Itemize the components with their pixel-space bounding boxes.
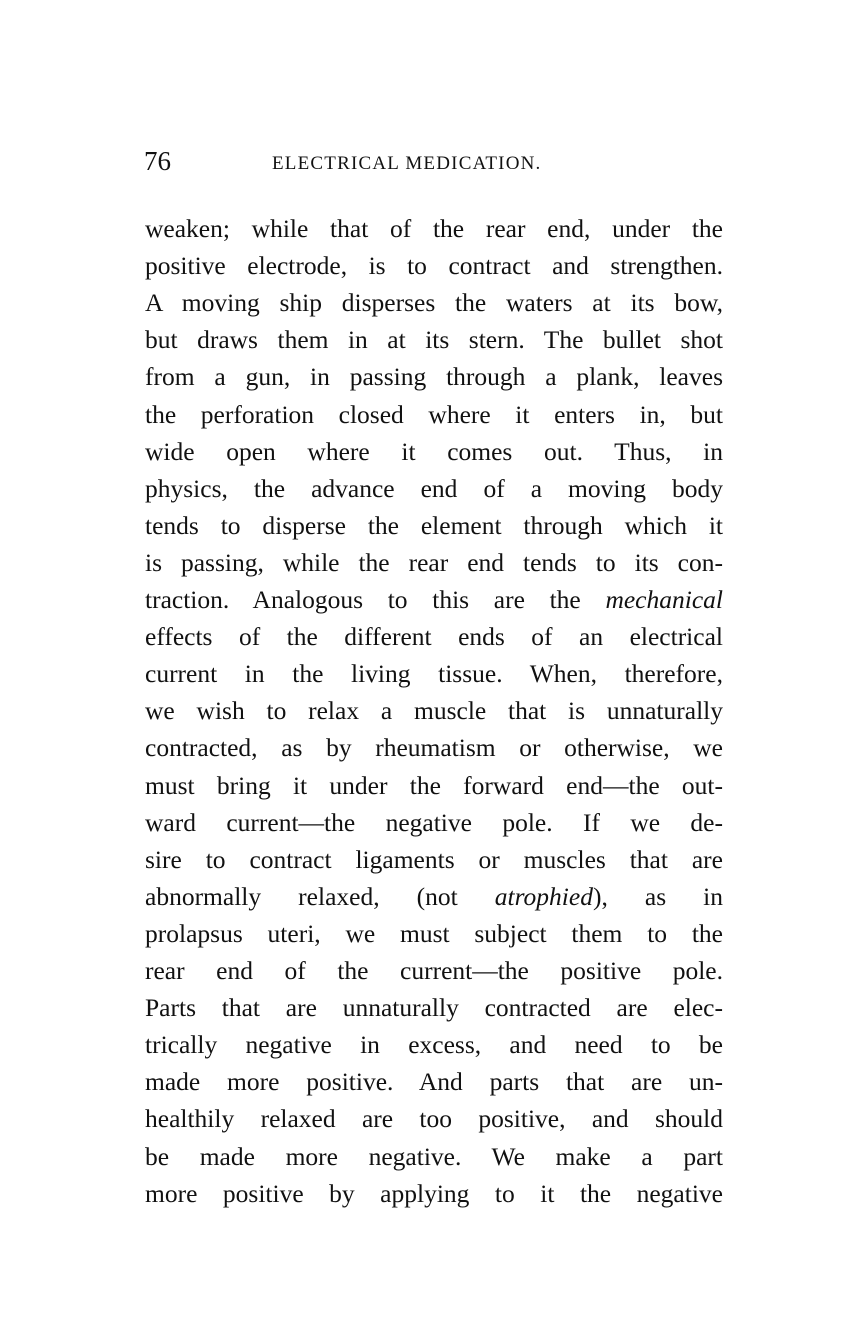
text-line-content: [145, 989, 723, 1026]
text-line-content: [145, 321, 723, 358]
text-segment: the perforation closed where it enters in, but: [145, 399, 723, 429]
text-line-content: [145, 878, 723, 915]
text-line: [145, 1026, 723, 1063]
italic-text: mechanical: [605, 585, 723, 614]
text-line-content: [145, 729, 723, 766]
text-segment: we wish to relax a muscle that is unnaturally: [145, 696, 723, 726]
text-line: [145, 989, 723, 1026]
text-line: [145, 729, 723, 766]
text-line-content: [145, 1026, 723, 1063]
text-line-content: [145, 210, 723, 247]
text-segment: tends to disperse the element through which it: [145, 510, 723, 540]
text-line: [145, 655, 723, 692]
text-line-content: [145, 358, 723, 395]
text-segment: trically negative in excess, and need to be: [145, 1030, 723, 1060]
text-line-content: [145, 1175, 723, 1212]
text-line: [145, 915, 723, 952]
text-segment: positive electrode, is to contract and strengthen.: [145, 251, 723, 281]
text-line-content: [145, 247, 723, 284]
text-segment: traction. Analogous to this are the: [145, 585, 606, 614]
text-segment: weaken; while that of the rear end, under the: [145, 214, 723, 243]
text-segment: A moving ship disperses the waters at its bow,: [145, 288, 723, 318]
text-line: [145, 767, 723, 804]
text-segment: prolapsus uteri, we must subject them to the: [145, 918, 723, 948]
italic-text: atrophied: [494, 881, 593, 911]
text-line: [145, 1100, 723, 1137]
text-line: [145, 284, 723, 321]
text-segment: Parts that are unnaturally contracted are elec-: [145, 993, 723, 1023]
text-line-content: [145, 767, 723, 804]
text-line: [145, 692, 723, 729]
text-line: [145, 210, 723, 247]
text-line: [145, 247, 723, 284]
text-line: [145, 841, 723, 878]
text-line-content: [145, 655, 723, 692]
running-title: ELECTRICAL MEDICATION.: [272, 153, 542, 174]
text-segment: ), as in: [592, 881, 723, 911]
text-line-content: [145, 915, 723, 952]
text-line-content: [145, 396, 723, 433]
text-segment: current in the living tissue. When, therefore,: [145, 659, 723, 689]
text-segment: physics, the advance end of a moving body: [145, 473, 723, 503]
text-line: [145, 618, 723, 655]
text-line-content: [145, 692, 723, 729]
text-segment: wide open where it comes out. Thus, in: [145, 436, 723, 466]
text-segment: from a gun, in passing through a plank, leaves: [145, 362, 723, 392]
text-line: [145, 1175, 723, 1212]
text-line-content: [145, 841, 723, 878]
text-segment: is passing, while the rear end tends to its con-: [145, 547, 723, 577]
text-segment: abnormally relaxed, (not: [145, 881, 495, 911]
text-line-content: [145, 1138, 723, 1175]
text-line: [145, 358, 723, 395]
text-line: [145, 470, 723, 507]
text-line-content: [145, 952, 723, 989]
text-line-content: [145, 618, 723, 655]
text-line: [145, 507, 723, 544]
text-line-content: [145, 1100, 723, 1137]
text-line-content: [145, 433, 723, 470]
text-segment: must bring it under the forward end—the out-: [145, 770, 723, 800]
text-line-content: [145, 544, 723, 581]
text-line-content: [145, 284, 723, 321]
text-line: [145, 804, 723, 841]
text-line-content: [145, 581, 723, 618]
text-line-content: [145, 507, 723, 544]
text-segment: but draws them in at its stern. The bullet shot: [145, 325, 723, 355]
text-line: [145, 321, 723, 358]
text-segment: more positive by applying to it the negative: [145, 1178, 723, 1208]
text-segment: contracted, as by rheumatism or otherwise, we: [145, 733, 723, 763]
text-segment: sire to contract ligaments or muscles that are: [145, 844, 723, 874]
text-line: [145, 1138, 723, 1175]
text-line: [145, 396, 723, 433]
text-line-content: [145, 804, 723, 841]
text-line: [145, 878, 723, 915]
text-line: [145, 1063, 723, 1100]
text-segment: ward current—the negative pole. If we de-: [145, 807, 723, 837]
text-line-content: [145, 1063, 723, 1100]
text-segment: made more positive. And parts that are un-: [145, 1067, 723, 1097]
text-line: [145, 433, 723, 470]
text-segment: rear end of the current—the positive pole.: [145, 956, 723, 985]
text-line-content: [145, 470, 723, 507]
text-line: [145, 581, 723, 618]
text-line: [145, 952, 723, 989]
text-segment: healthily relaxed are too positive, and should: [145, 1104, 723, 1134]
text-segment: be made more negative. We make a part: [145, 1141, 723, 1171]
text-line: [145, 544, 723, 581]
text-segment: effects of the different ends of an electrical: [145, 622, 723, 652]
page-number: 76: [144, 146, 171, 176]
